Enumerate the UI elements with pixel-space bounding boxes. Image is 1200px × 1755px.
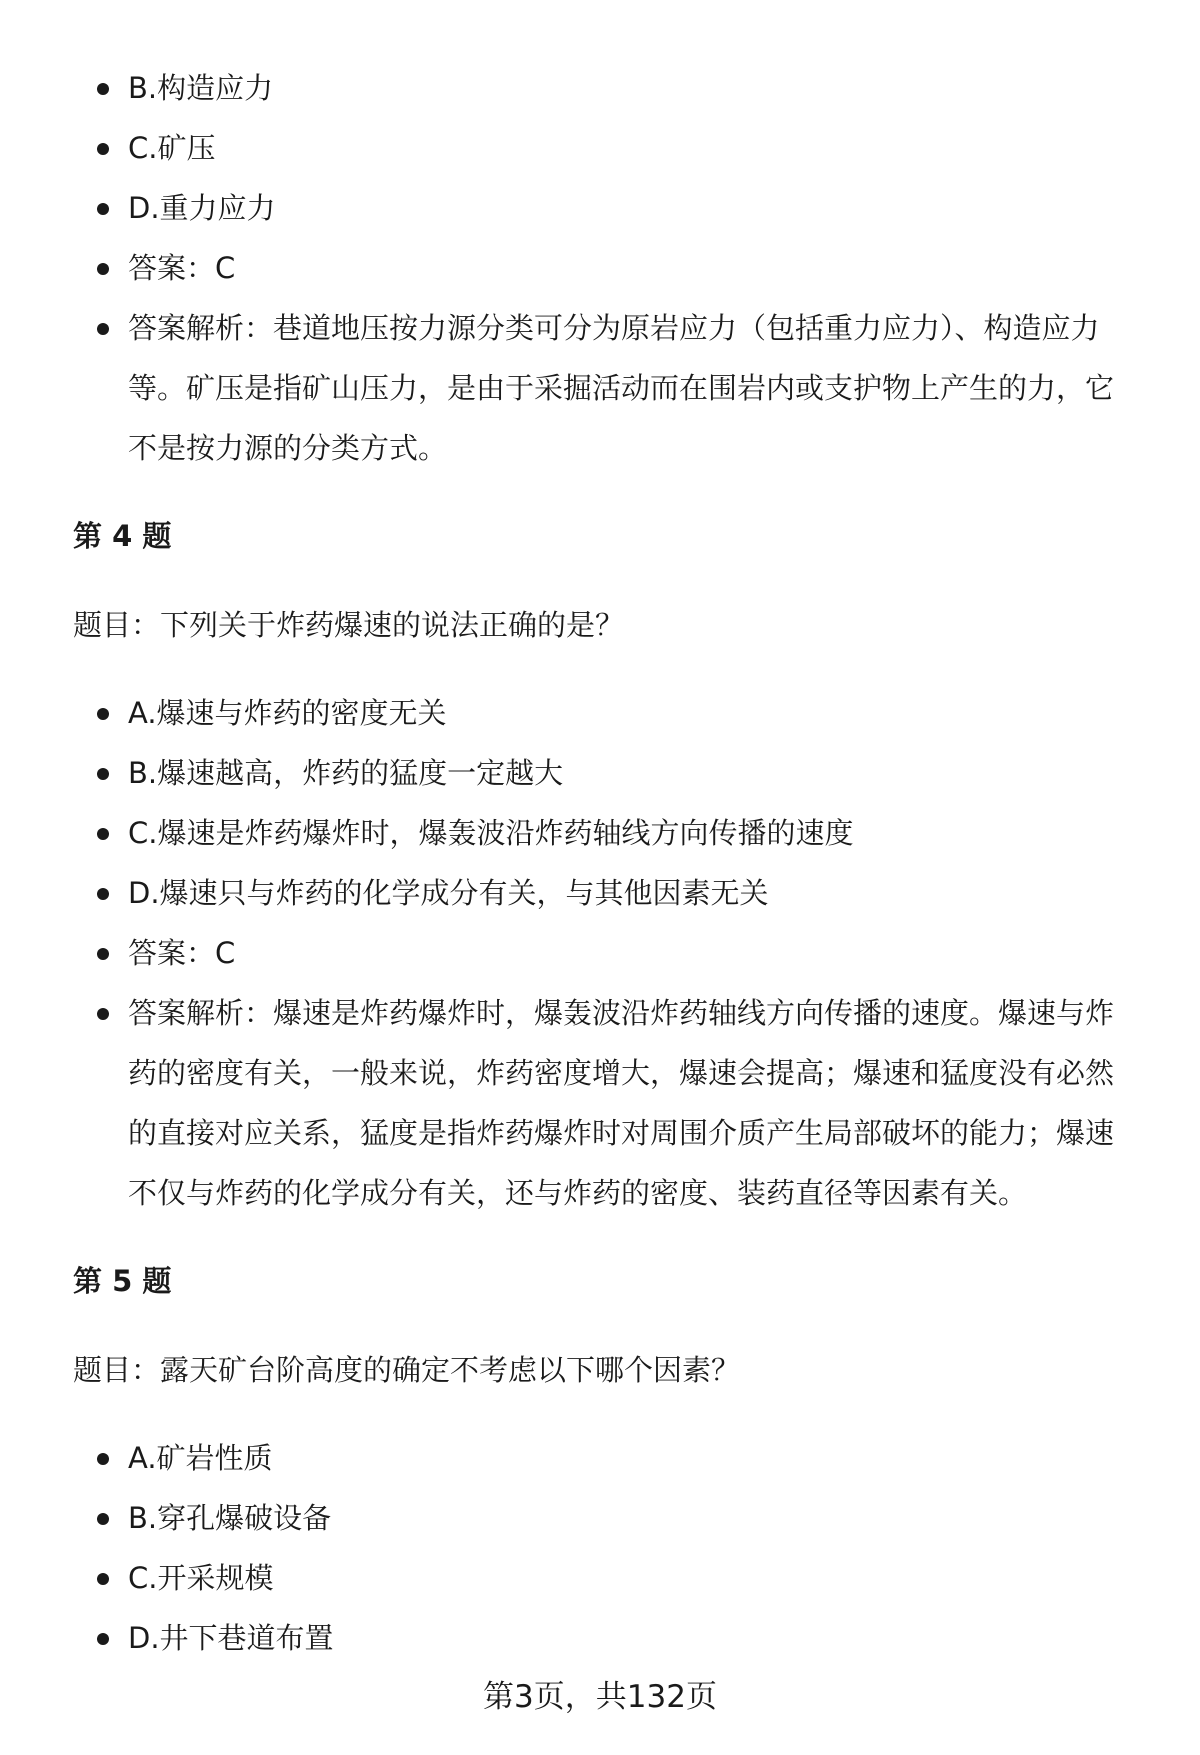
q4-option-b: B.爆速越高，炸药的猛度一定越大 — [0, 743, 1200, 803]
q4-option-a: A.爆速与炸药的密度无关 — [0, 683, 1200, 743]
q4-heading: 第 4 题 — [73, 519, 172, 553]
q3-option-d: D.重力应力 — [0, 178, 1200, 238]
q4-stem: 题目：下列关于炸药爆速的说法正确的是？ — [73, 608, 625, 642]
q3-answer: 答案：C — [0, 238, 1200, 298]
q5-option-d: D.井下巷道布置 — [0, 1608, 1200, 1668]
q5-option-a: A.矿岩性质 — [0, 1428, 1200, 1488]
page-number-footer: 第3页，共132页 — [483, 1679, 717, 1715]
q5-stem: 题目：露天矿台阶高度的确定不考虑以下哪个因素？ — [73, 1353, 741, 1387]
q5-option-c: C.开采规模 — [0, 1548, 1200, 1608]
q4-answer: 答案：C — [0, 923, 1200, 983]
q5-option-list — [0, 1428, 1200, 1668]
q4-option-list — [0, 683, 1200, 1223]
q5-heading: 第 5 题 — [73, 1264, 172, 1298]
q4-explanation: 答案解析：爆速是炸药爆炸时，爆轰波沿炸药轴线方向传播的速度。爆速与炸药的密度有关，一般来说，炸药密度增大，爆速会提高；爆速和猛度没有必然的直接对应关系，猛度是指炸药爆炸时对周围介质产生局部破坏的能力；爆速不仅与炸药的化学成分有关，还与炸药的密度、装药直径等因素有关。 — [0, 983, 1200, 1223]
q3-explanation: 答案解析：巷道地压按力源分类可分为原岩应力（包括重力应力）、构造应力等。矿压是指矿山压力，是由于采掘活动而在围岩内或支护物上产生的力，它不是按力源的分类方式。 — [0, 298, 1200, 478]
q4-option-c: C.爆速是炸药爆炸时，爆轰波沿炸药轴线方向传播的速度 — [0, 803, 1200, 863]
q3-option-list — [0, 58, 1200, 478]
q4-option-d: D.爆速只与炸药的化学成分有关，与其他因素无关 — [0, 863, 1200, 923]
q5-option-b: B.穿孔爆破设备 — [0, 1488, 1200, 1548]
q3-option-c: C.矿压 — [0, 118, 1200, 178]
q3-option-b: B.构造应力 — [0, 58, 1200, 118]
